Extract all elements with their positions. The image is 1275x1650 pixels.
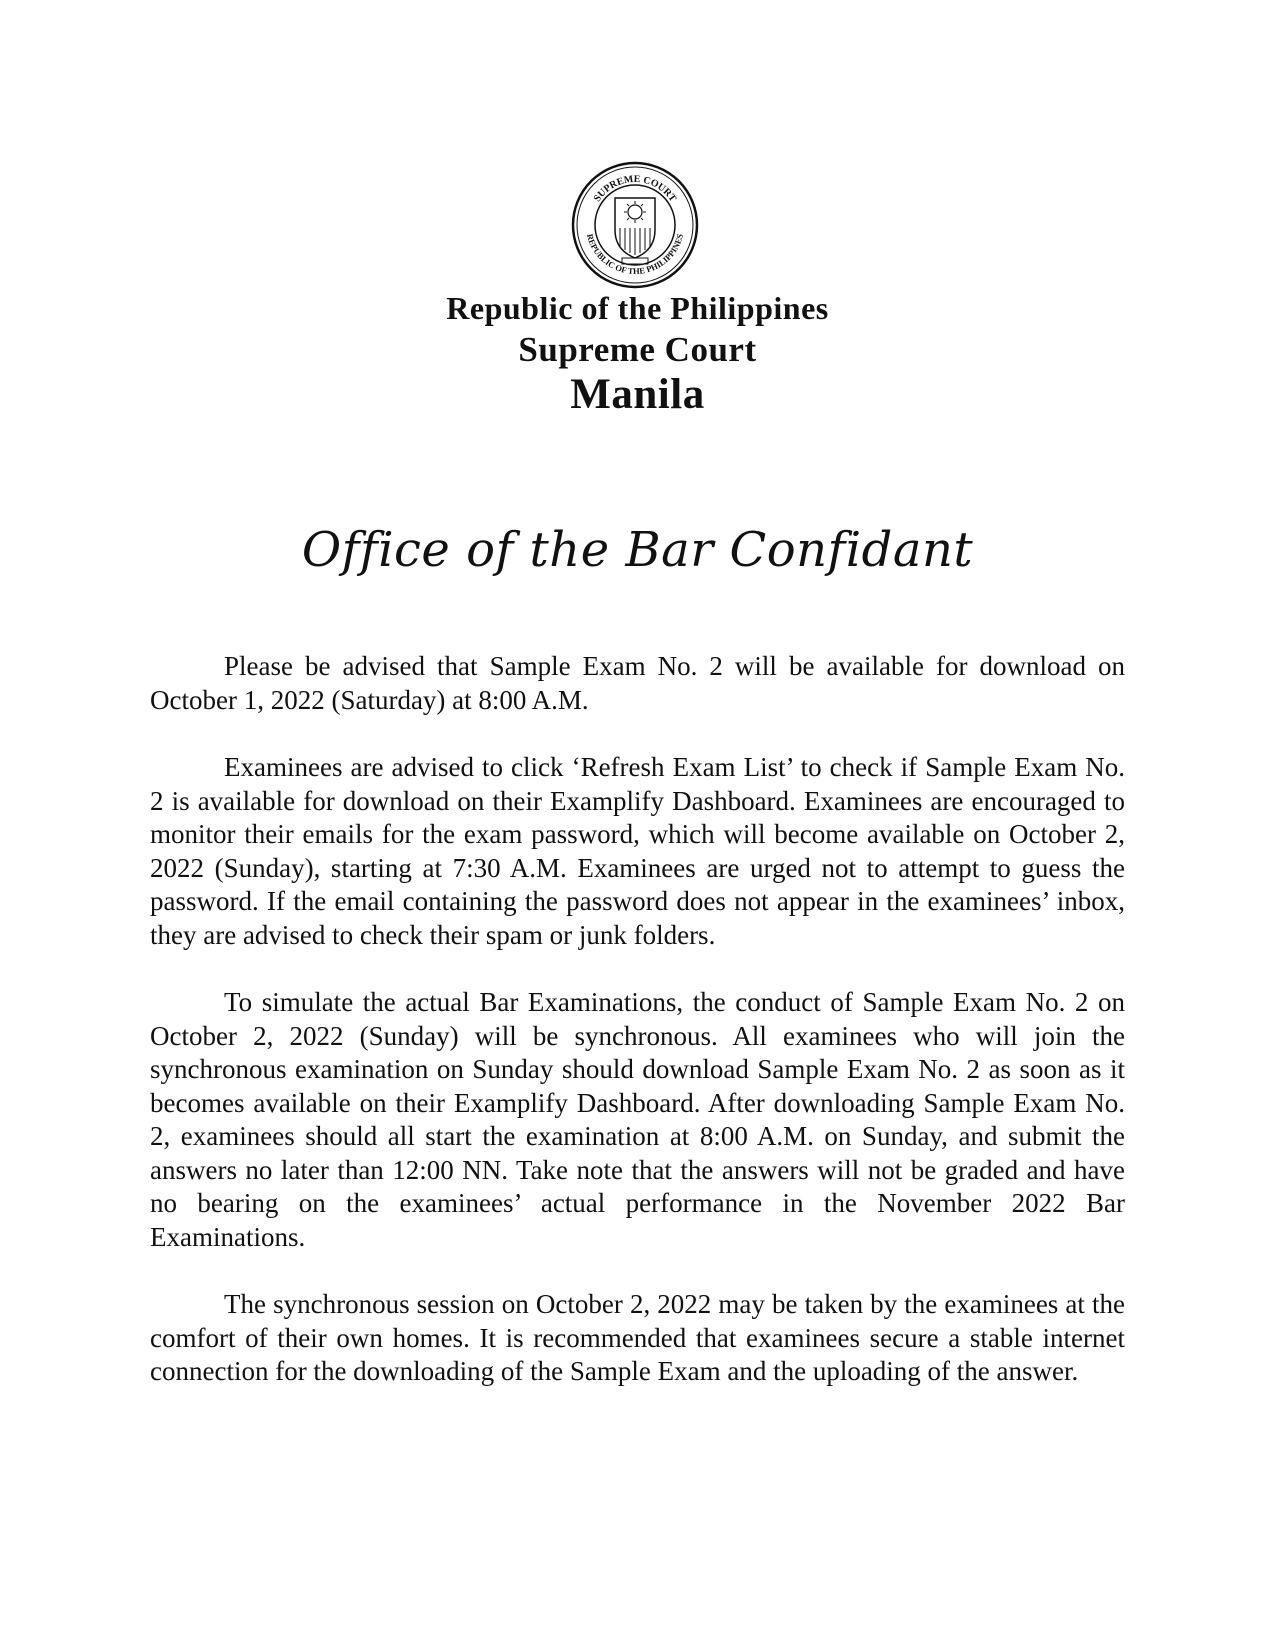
letterhead-supreme-court: Supreme Court	[518, 330, 757, 369]
paragraph-4: The synchronous session on October 2, 2022 may be taken by the examinees at the comfort of their own homes. It is recommended that examinees secure a stable internet connection for the downloading of the Sample Exam and the uploading of the answer.	[150, 1289, 1125, 1386]
letterhead-city: Manila	[570, 371, 705, 418]
paragraph-1: Please be advised that Sample Exam No. 2 will be available for download on October 1, 2022 (Saturday) at 8:00 A.M.	[150, 651, 1125, 715]
office-title: Office of the Bar Confidant	[301, 522, 974, 578]
paragraph-3: To simulate the actual Bar Examinations, the conduct of Sample Exam No. 2 on October 2, 2022 (Sunday) will be synchronous. All examinees who will join the synchronous examination on Sunday should download Sample Exam No. 2 as soon as it becomes available on their Examplify Dashboard. After downloading Sample Exam No. 2, examinees should all start the examination at 8:00 A.M. on Sunday, and submit the answers no later than 12:00 NN. Take note that the answers will not be graded and have no bearing on the examinees’ actual performance in the November 2022 Bar Examinations.	[150, 987, 1125, 1252]
paragraph-2: Examinees are advised to click ‘Refresh Exam List’ to check if Sample Exam No. 2 is available for download on their Examplify Dashboard. Examinees are encouraged to monitor their emails for the exam password, which will become available on October 2, 2022 (Sunday), starting at 7:30 A.M. Examinees are urged not to attempt to guess the password. If the email containing the password does not appear in the examinees’ inbox, they are advised to check their spam or junk folders.	[150, 752, 1125, 950]
notice-body	[150, 650, 1125, 1423]
seal-bottom-text: REPUBLIC OF THE PHILIPPINES	[584, 232, 686, 277]
supreme-court-seal-icon	[570, 160, 700, 290]
letterhead-republic: Republic of the Philippines	[446, 290, 829, 326]
seal-top-text: SUPREME COURT	[591, 173, 679, 205]
